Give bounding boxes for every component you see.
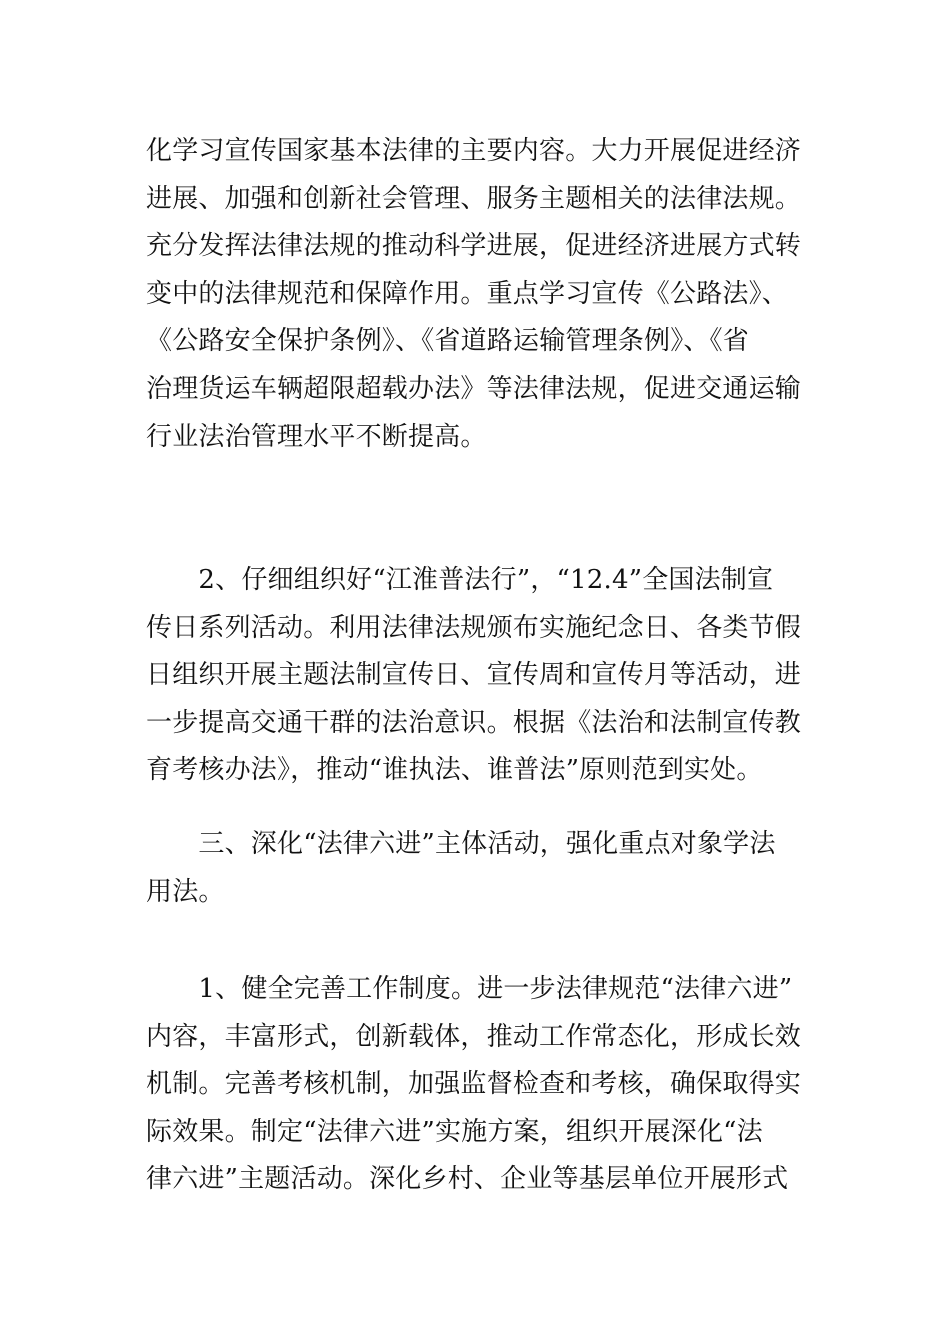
paragraph-line: 治理货运车辆超限超载办法》等法律法规，促进交通运输 bbox=[146, 373, 802, 404]
paragraph-line: 际效果。制定“法律六进”实施方案，组织开展深化“法 bbox=[146, 1116, 763, 1147]
paragraph-line: 充分发挥法律法规的推动科学进展，促进经济进展方式转 bbox=[146, 231, 802, 262]
heading-line: 用法。 bbox=[146, 876, 225, 907]
paragraph-line: 行业法治管理水平不断提高。 bbox=[146, 421, 487, 452]
paragraph-line: 内容，丰富形式，创新载体，推动工作常态化，形成长效 bbox=[146, 1021, 802, 1052]
paragraph-line: 机制。完善考核机制，加强监督检查和考核，确保取得实 bbox=[146, 1069, 802, 1100]
paragraph-line: 传日系列活动。利用法律法规颁布实施纪念日、各类节假 bbox=[146, 612, 802, 643]
heading-line: 三、深化“法律六进”主体活动，强化重点对象学法 bbox=[146, 829, 776, 859]
paragraph-line: 律六进”主题活动。深化乡村、企业等基层单位开展形式 bbox=[146, 1164, 789, 1195]
section-heading-three bbox=[146, 821, 816, 916]
paragraph-line: 日组织开展主题法制宣传日、宣传周和宣传月等活动，进 bbox=[146, 660, 802, 691]
paragraph-item-2 bbox=[146, 557, 816, 795]
paragraph-item-1 bbox=[146, 966, 816, 1204]
paragraph-legal-study bbox=[146, 128, 816, 461]
paragraph-line: 1、健全完善工作制度。进一步法律规范“法律六进” bbox=[146, 974, 793, 1004]
paragraph-line: 进展、加强和创新社会管理、服务主题相关的法律法规。 bbox=[146, 183, 802, 214]
paragraph-line: 2、仔细组织好“江淮普法行”，“12.4”全国法制宣 bbox=[146, 565, 774, 595]
paragraph-line: 一步提高交通干群的法治意识。根据《法治和法制宣传教 bbox=[146, 707, 802, 738]
paragraph-line: 育考核办法》，推动“谁执法、谁普法”原则范到实处。 bbox=[146, 755, 763, 786]
paragraph-line: 变中的法律规范和保障作用。重点学习宣传《公路法》、 bbox=[146, 278, 789, 309]
paragraph-line: 化学习宣传国家基本法律的主要内容。大力开展促进经济 bbox=[146, 136, 802, 166]
paragraph-line: 《公路安全保护条例》、《省道路运输管理条例》、《省 bbox=[146, 326, 750, 357]
